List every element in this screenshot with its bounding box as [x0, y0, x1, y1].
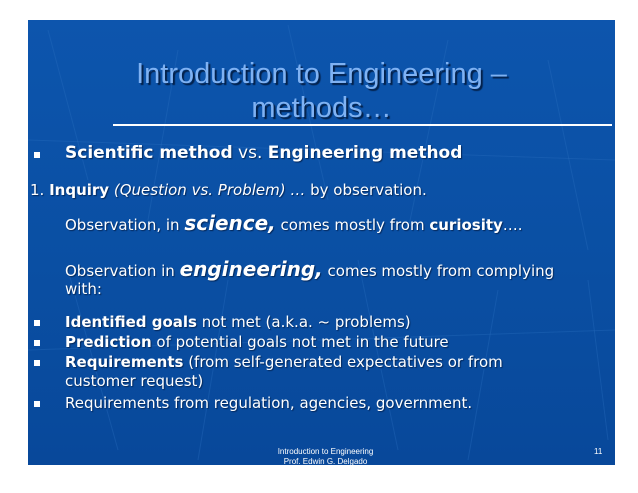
science-word: science,	[184, 211, 276, 235]
science-curiosity: curiosity	[429, 216, 503, 234]
bullet-icon	[34, 360, 40, 366]
inquiry-rest: by observation.	[305, 181, 427, 199]
science-line	[65, 211, 523, 235]
engineering-mid: comes mostly from complying	[322, 262, 555, 280]
goals-bold: Identified goals	[65, 313, 197, 331]
requirements-bold: Requirements	[65, 353, 184, 371]
engineering-pre: Observation in	[65, 262, 180, 280]
page-number: 11	[594, 447, 603, 456]
engineering-line2: with:	[65, 280, 102, 298]
inquiry-line	[30, 181, 427, 200]
heading-vs: vs.	[232, 143, 268, 163]
prediction-rest: of potential goals not met in the future	[151, 333, 449, 351]
inquiry-italic: (Question vs. Problem) …	[109, 181, 306, 199]
heading-engineering: Engineering method	[267, 143, 463, 163]
slide-footer	[258, 447, 393, 465]
heading-scientific: Scientific method	[65, 143, 233, 163]
footer-course: Introduction to Engineering	[277, 447, 374, 456]
slide-title-line2: methods…	[251, 92, 392, 124]
science-pre: Observation, in	[65, 216, 185, 234]
science-mid: comes mostly from	[275, 216, 430, 234]
inquiry-number: 1.	[30, 181, 50, 199]
list-item-regulation: Requirements from regulation, agencies, government.	[65, 394, 473, 412]
bullet-icon	[34, 320, 40, 326]
bullet-icon	[34, 152, 40, 158]
science-end: ….	[502, 216, 523, 234]
engineering-line	[65, 257, 555, 281]
list-item-requirements	[65, 353, 503, 372]
requirements-rest: (from self-generated expectatives or from	[183, 353, 503, 371]
slide	[28, 20, 615, 465]
list-item-prediction	[65, 333, 449, 352]
list-item-goals	[65, 313, 411, 332]
footer-author: Prof. Edwin G. Delgado	[283, 457, 368, 465]
bullet-icon	[34, 340, 40, 346]
title-divider	[113, 124, 612, 126]
bullet-icon	[34, 401, 40, 407]
inquiry-label: Inquiry	[49, 181, 110, 199]
engineering-word: engineering,	[179, 257, 323, 281]
goals-rest: not met (a.k.a. ~ problems)	[196, 313, 411, 331]
slide-title-line1: Introduction to Engineering –	[136, 58, 507, 90]
prediction-bold: Prediction	[65, 333, 152, 351]
requirements-line2: customer request)	[65, 372, 204, 390]
heading-line	[65, 144, 462, 163]
